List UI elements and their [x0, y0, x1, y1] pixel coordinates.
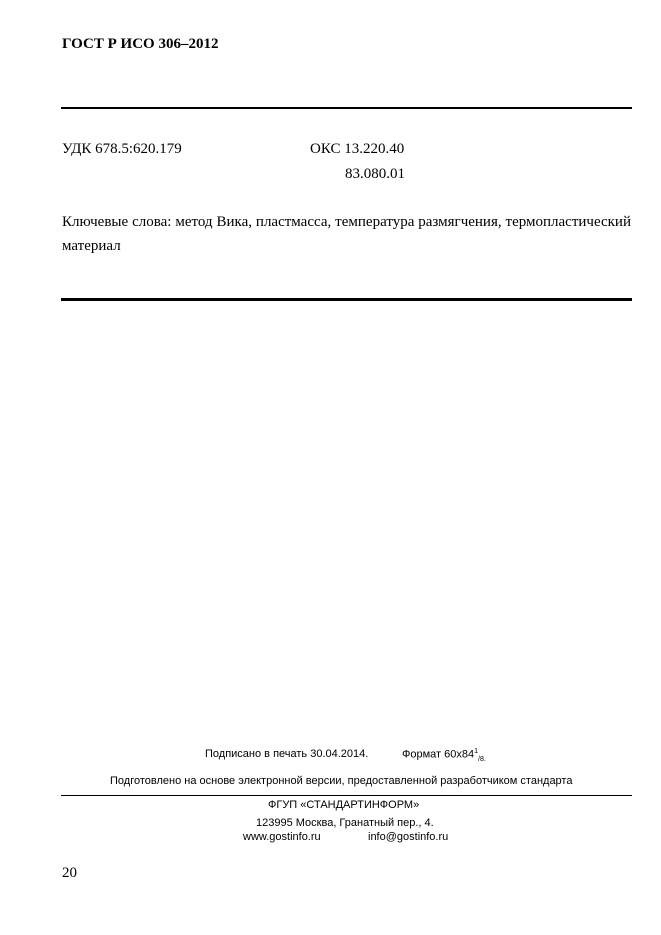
page-number: 20: [62, 865, 77, 881]
publisher-email: info@gostinfo.ru: [368, 831, 449, 843]
oks-code-primary: ОКС 13.220.40: [310, 141, 405, 157]
signed-date: Подписано в печать 30.04.2014.: [205, 748, 369, 760]
print-format: [402, 748, 486, 763]
publisher-name: ФГУП «СТАНДАРТИНФОРМ»: [268, 799, 420, 811]
oks-code-secondary: 83.080.01: [345, 166, 405, 182]
print-format-denominator: /8.: [478, 755, 486, 763]
print-format-numerator: 1: [474, 748, 479, 755]
print-format-label: Формат 60x84: [402, 748, 475, 761]
publisher-address: 123995 Москва, Гранатный пер., 4.: [256, 817, 434, 829]
document-header-title: ГОСТ Р ИСО 306–2012: [62, 36, 219, 52]
middle-divider: [61, 298, 632, 301]
prepared-note: Подготовлено на основе электронной версии, предоставленной разработчиком стандарта: [110, 775, 573, 787]
bottom-divider: [61, 795, 632, 796]
publisher-website: www.gostinfo.ru: [243, 831, 321, 843]
top-divider: [61, 107, 632, 109]
udk-code: УДК 678.5:620.179: [62, 141, 182, 157]
keywords-paragraph: Ключевые слова: метод Вика, пластмасса, температура размягчения, термопластический материал: [62, 214, 631, 254]
